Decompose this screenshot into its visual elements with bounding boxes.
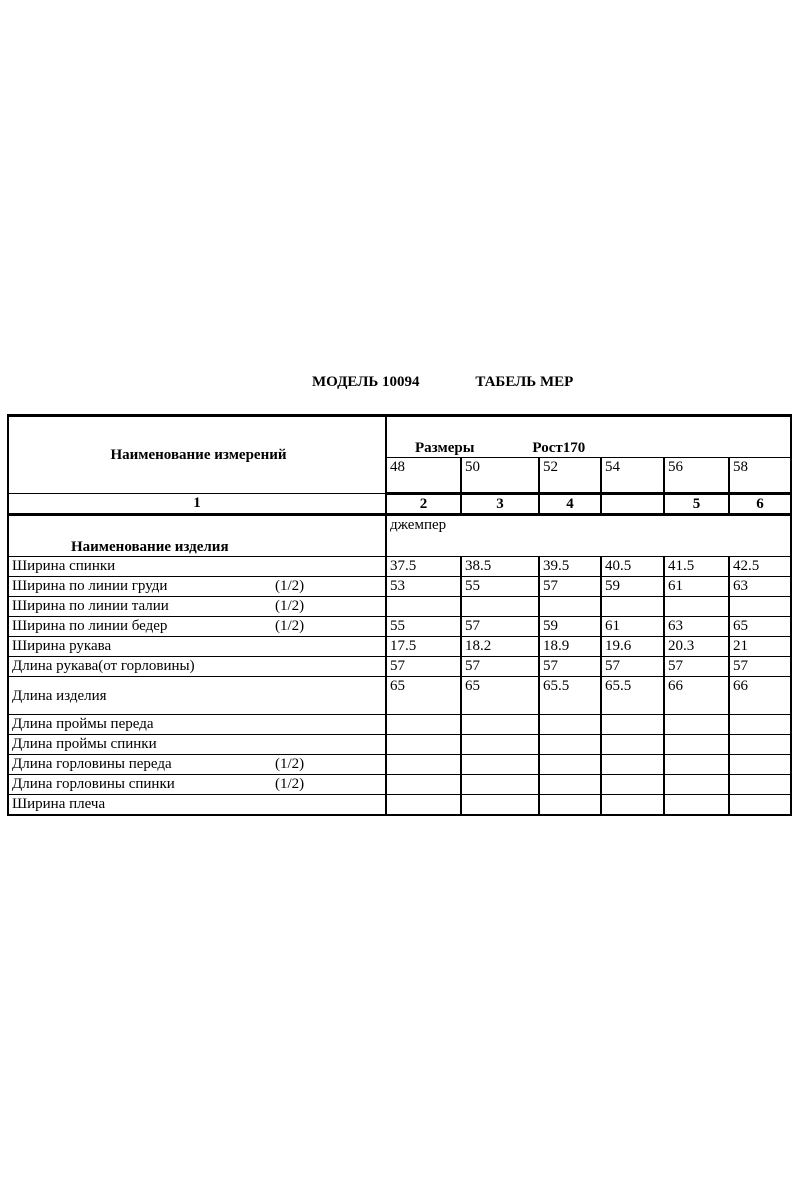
measurement-value: 40.5 — [601, 557, 664, 577]
measurement-value — [386, 795, 461, 815]
measurement-value: 42.5 — [729, 557, 791, 577]
half-note: (1/2) — [275, 598, 305, 614]
size-cell: 52 — [539, 458, 601, 494]
measurement-value — [664, 755, 729, 775]
measurement-row — [8, 715, 791, 735]
measurement-label: Ширина спинки — [12, 558, 116, 574]
measurement-label-cell — [8, 795, 386, 815]
measurement-value — [729, 735, 791, 755]
measurement-row — [8, 795, 791, 815]
measurement-label-cell — [8, 657, 386, 677]
measurement-label: Ширина по линии груди — [12, 578, 168, 594]
product-type: джемпер — [386, 515, 791, 557]
measurement-value — [386, 735, 461, 755]
measurement-value: 57 — [461, 617, 539, 637]
measurement-label-cell — [8, 597, 386, 617]
measurement-table-title: ТАБЕЛЬ МЕР — [475, 374, 574, 390]
measurement-value: 57 — [539, 577, 601, 597]
half-note: (1/2) — [275, 776, 305, 792]
measurement-value — [539, 715, 601, 735]
measurement-value: 18.2 — [461, 637, 539, 657]
measurement-label-cell — [8, 677, 386, 715]
product-row — [8, 515, 791, 557]
column-number: 6 — [729, 494, 791, 515]
size-cell: 48 — [386, 458, 461, 494]
measurement-label-cell — [8, 637, 386, 657]
measurement-label: Длина проймы переда — [12, 716, 154, 732]
measurement-label-cell — [8, 715, 386, 735]
measurement-row — [8, 637, 791, 657]
measurement-label: Длина горловины переда — [12, 756, 172, 772]
measurement-value — [461, 735, 539, 755]
product-name-header: Наименование изделия — [8, 515, 386, 557]
column-number — [601, 494, 664, 515]
measurement-value — [601, 715, 664, 735]
size-cell: 56 — [664, 458, 729, 494]
measurement-value — [461, 795, 539, 815]
measurement-value — [601, 755, 664, 775]
measurement-label: Ширина рукава — [12, 638, 112, 654]
half-note: (1/2) — [275, 578, 305, 594]
measurement-value: 17.5 — [386, 637, 461, 657]
measurement-value — [601, 775, 664, 795]
measurement-value: 65 — [729, 617, 791, 637]
sizes-header — [386, 416, 791, 458]
measurement-value: 66 — [729, 677, 791, 715]
measurement-value: 37.5 — [386, 557, 461, 577]
measurement-label: Длина горловины спинки — [12, 776, 175, 792]
sizes-label: Размеры — [415, 440, 475, 456]
measurement-value: 65 — [461, 677, 539, 715]
measurement-value: 57 — [601, 657, 664, 677]
measurement-value: 65.5 — [601, 677, 664, 715]
measurement-value — [461, 775, 539, 795]
measurement-value: 61 — [664, 577, 729, 597]
measurement-value: 55 — [386, 617, 461, 637]
measurement-label-cell — [8, 775, 386, 795]
measurement-value: 57 — [461, 657, 539, 677]
measurement-label: Ширина по линии талии — [12, 598, 169, 614]
column-number-row — [8, 494, 791, 515]
measurement-value: 57 — [664, 657, 729, 677]
measurement-value — [664, 597, 729, 617]
measurement-value — [461, 755, 539, 775]
measurement-row — [8, 677, 791, 715]
column-number: 3 — [461, 494, 539, 515]
column-number: 2 — [386, 494, 461, 515]
size-measurement-table — [7, 414, 792, 816]
measurement-label-cell — [8, 617, 386, 637]
measurement-value — [601, 735, 664, 755]
measurement-value — [664, 715, 729, 735]
header-row — [8, 416, 791, 458]
measurement-row — [8, 557, 791, 577]
size-cell: 50 — [461, 458, 539, 494]
measurement-label-cell — [8, 755, 386, 775]
measurement-value — [539, 755, 601, 775]
measurement-row — [8, 755, 791, 775]
measurement-value: 57 — [386, 657, 461, 677]
measurement-row — [8, 735, 791, 755]
half-note: (1/2) — [275, 756, 305, 772]
height-label: Рост170 — [532, 440, 586, 456]
measurement-value — [729, 597, 791, 617]
column-number: 4 — [539, 494, 601, 515]
measurement-value: 53 — [386, 577, 461, 597]
measurement-value — [729, 755, 791, 775]
measurement-row — [8, 597, 791, 617]
size-cell: 54 — [601, 458, 664, 494]
measurement-label-cell — [8, 735, 386, 755]
measurement-value — [729, 775, 791, 795]
measurement-value: 61 — [601, 617, 664, 637]
measurement-value: 63 — [729, 577, 791, 597]
measurement-value: 57 — [539, 657, 601, 677]
measurement-value — [539, 775, 601, 795]
measurement-value — [461, 597, 539, 617]
measurement-value: 18.9 — [539, 637, 601, 657]
measurement-label: Длина рукава(от горловины) — [12, 658, 195, 674]
measurement-value: 55 — [461, 577, 539, 597]
measurement-value: 63 — [664, 617, 729, 637]
measurement-value: 57 — [729, 657, 791, 677]
measurement-value — [729, 795, 791, 815]
measurement-label-cell — [8, 557, 386, 577]
measurement-value: 65.5 — [539, 677, 601, 715]
measurement-value — [729, 715, 791, 735]
measurement-value: 21 — [729, 637, 791, 657]
measurement-value — [601, 597, 664, 617]
half-note: (1/2) — [275, 618, 305, 634]
model-title: МОДЕЛЬ 10094 — [312, 374, 420, 390]
measurement-label-cell — [8, 577, 386, 597]
measurement-row — [8, 775, 791, 795]
measurement-value — [539, 795, 601, 815]
measurement-value: 65 — [386, 677, 461, 715]
measurement-value — [601, 795, 664, 815]
measurement-value: 41.5 — [664, 557, 729, 577]
size-cell: 58 — [729, 458, 791, 494]
measurement-value — [539, 735, 601, 755]
measurement-row — [8, 617, 791, 637]
measurement-value — [386, 755, 461, 775]
measurement-row — [8, 577, 791, 597]
measurement-label: Ширина плеча — [12, 796, 106, 812]
measurement-value: 20.3 — [664, 637, 729, 657]
measurement-value — [664, 795, 729, 815]
measurement-value: 38.5 — [461, 557, 539, 577]
measurement-value: 66 — [664, 677, 729, 715]
measurement-value: 19.6 — [601, 637, 664, 657]
measurement-label: Длина изделия — [12, 687, 107, 704]
document-title — [312, 374, 573, 391]
measurement-value: 59 — [539, 617, 601, 637]
measurement-value — [386, 715, 461, 735]
measurement-value — [664, 735, 729, 755]
column-number: 5 — [664, 494, 729, 515]
measurement-value — [539, 597, 601, 617]
measurement-row — [8, 657, 791, 677]
measurement-value: 59 — [601, 577, 664, 597]
column-number: 1 — [8, 494, 386, 515]
measurement-value — [664, 775, 729, 795]
measurement-name-header: Наименование измерений — [8, 416, 386, 494]
measurement-label: Длина проймы спинки — [12, 736, 157, 752]
measurement-value: 39.5 — [539, 557, 601, 577]
measurement-value — [386, 775, 461, 795]
measurement-label: Ширина по линии бедер — [12, 618, 168, 634]
measurement-value — [461, 715, 539, 735]
measurement-value — [386, 597, 461, 617]
